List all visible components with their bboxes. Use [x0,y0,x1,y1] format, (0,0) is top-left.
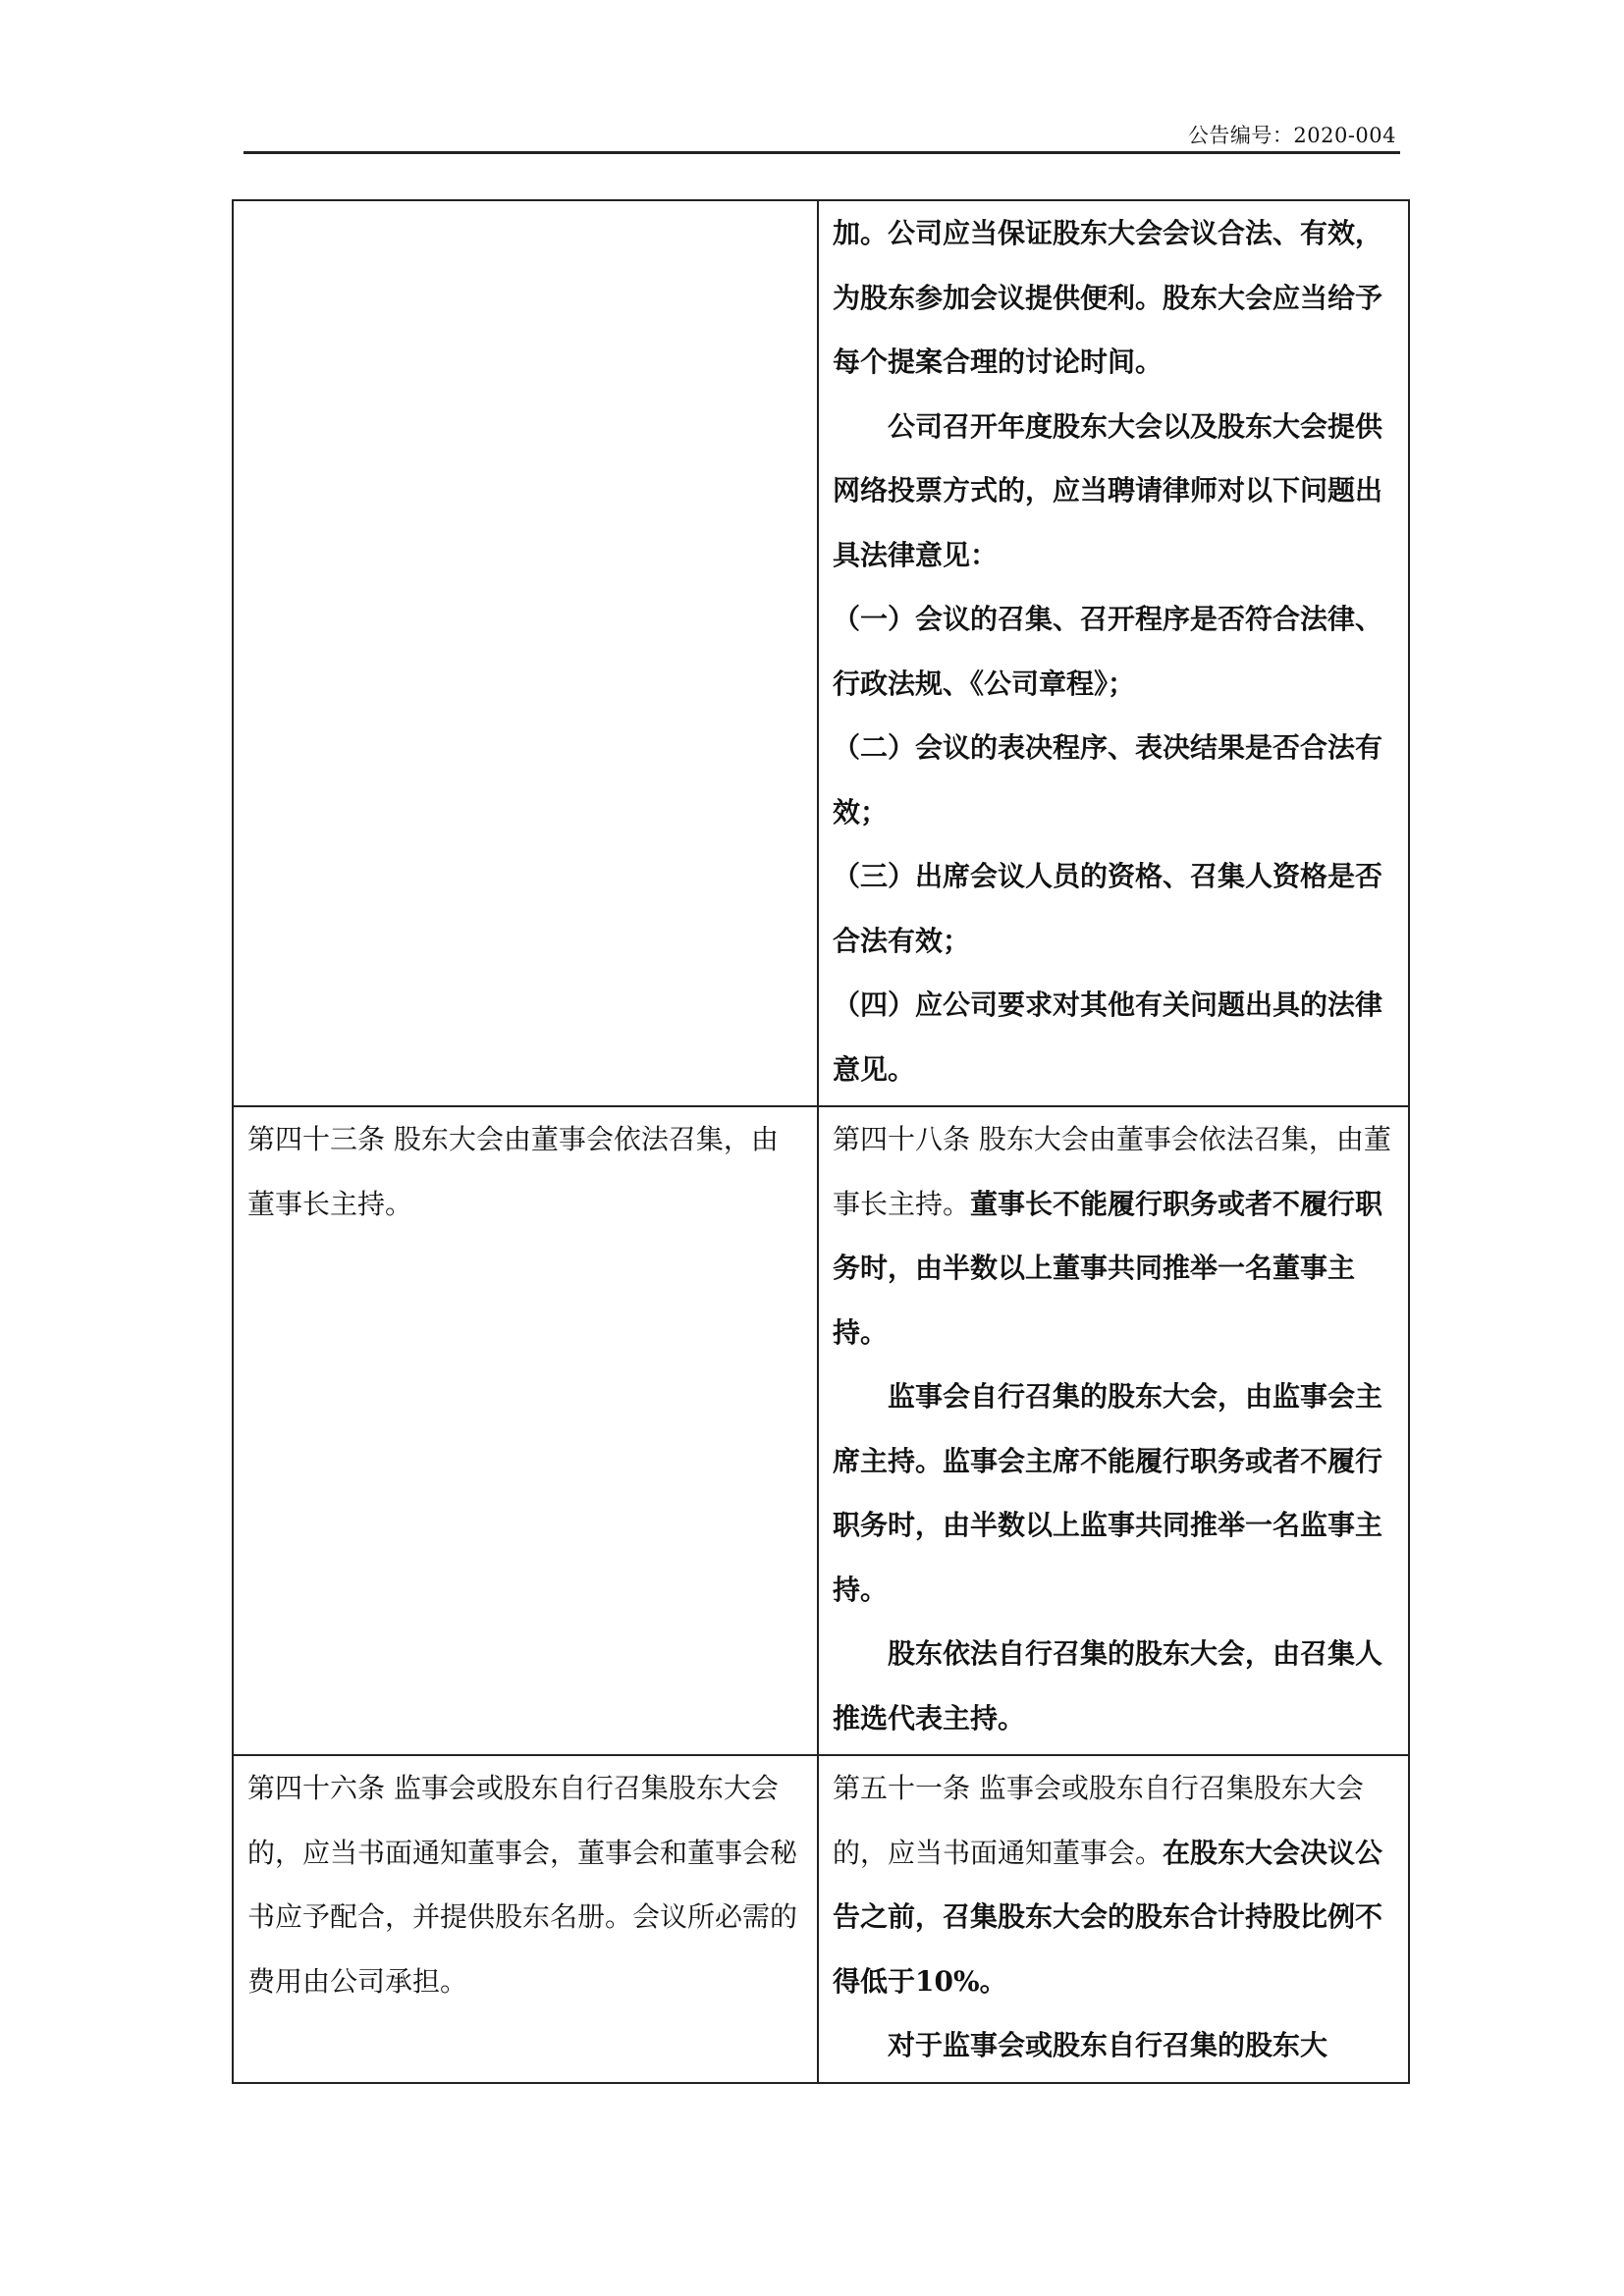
revised-clause-cell [818,1755,1409,2083]
added-text: 董事长不能履行职务或者不履行职务时，由半数以上董事共同推举一名董事主持。 [833,1187,1383,1349]
added-text: （四）应公司要求对其他有关问题出具的法律意见。 [833,988,1383,1086]
added-text: （一）会议的召集、召开程序是否符合法律、行政法规、《公司章程》； [833,603,1383,700]
table-row [233,1755,1409,2083]
added-text: 股东依法自行召集的股东大会，由召集人推选代表主持。 [833,1637,1383,1735]
original-clause-cell [233,200,818,1106]
original-clause-cell [233,1106,818,1755]
clause-paragraph [833,973,1394,1101]
added-text: 在股东大会决议公告之前，召集股东大会的股东合计持股比例不得低于10%。 [833,1836,1383,1998]
page-header [244,116,1400,154]
revised-clause-cell [818,1106,1409,1755]
added-text: 公司召开年度股东大会以及股东大会提供网络投票方式的，应当聘请律师对以下问题出具法律意见： [833,409,1383,571]
added-text: 加。公司应当保证股东大会会议合法、有效，为股东参加会议提供便利。股东大会应当给予每个提案合理的讨论时间。 [833,217,1383,378]
clause-paragraph [833,201,1394,395]
clause-paragraph [247,1756,803,2013]
clause-paragraph [833,587,1394,716]
clause-text: 第四十六条 监事会或股东自行召集股东大会的，应当书面通知董事会，董事会和董事会秘书应予配合，并提供股东名册。会议所必需的费用由公司承担。 [247,1772,798,1998]
added-text: （二）会议的表决程序、表决结果是否合法有效； [833,731,1383,828]
amendment-comparison-table [232,199,1410,2084]
clause-paragraph [833,1756,1394,2013]
table-row [233,200,1409,1106]
revised-clause-cell [818,200,1409,1106]
clause-paragraph [833,1107,1394,1364]
clause-paragraph [833,395,1394,588]
clause-text: 第四十八条 股东大会由董事会依法召集，由董事长主持。 [833,1123,1391,1220]
clause-text: 第四十三条 股东大会由董事会依法召集，由董事长主持。 [247,1123,779,1220]
clause-paragraph [833,716,1394,844]
clause-paragraph [833,844,1394,973]
clause-paragraph [247,1107,803,1236]
added-text: 对于监事会或股东自行召集的股东大 [888,2029,1328,2061]
clause-text: 第五十一条 监事会或股东自行召集股东大会的，应当书面通知董事会。 [833,1772,1364,1869]
added-text: （三）出席会议人员的资格、召集人资格是否合法有效； [833,860,1383,957]
notice-number: 公告编号：2020-004 [1187,124,1396,147]
clause-paragraph [833,1364,1394,1622]
added-text: 监事会自行召集的股东大会，由监事会主席主持。监事会主席不能履行职务或者不履行职务时，由半数以上监事共同推举一名监事主持。 [833,1380,1383,1606]
clause-paragraph [833,1622,1394,1750]
original-clause-cell [233,1755,818,2083]
clause-paragraph [833,2013,1394,2078]
table-row [233,1106,1409,1755]
